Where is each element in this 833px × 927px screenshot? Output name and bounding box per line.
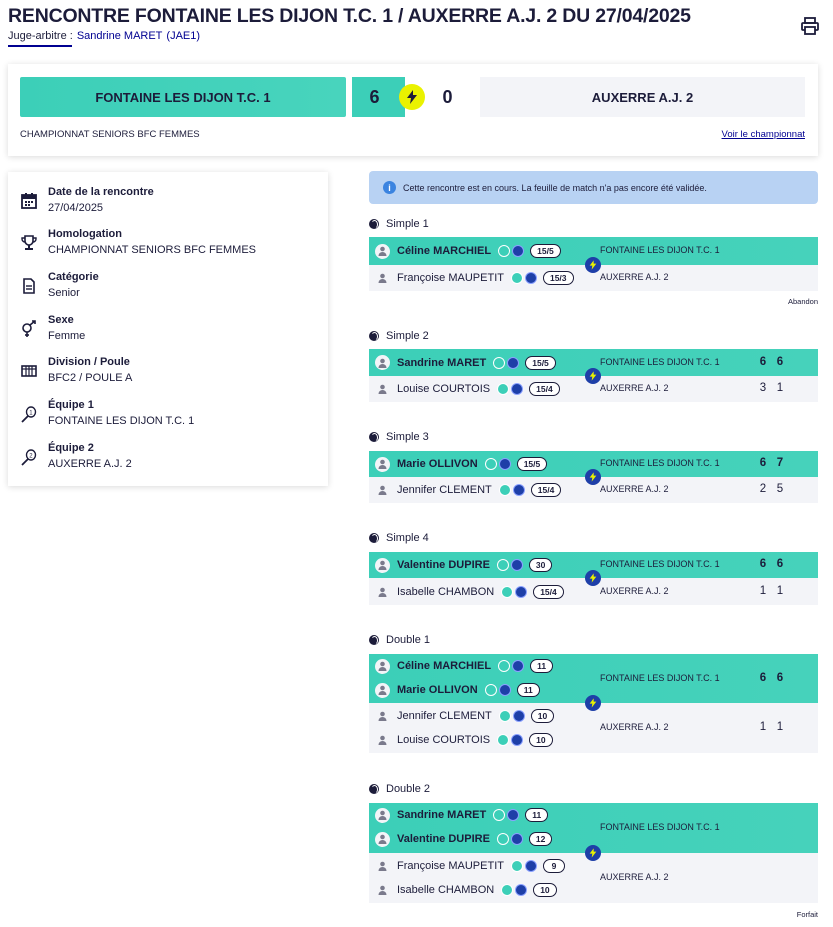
license-green-icon	[497, 559, 509, 571]
avatar-icon	[375, 382, 390, 397]
match-title	[369, 431, 429, 443]
lightning-icon	[585, 695, 601, 711]
judge-name-link[interactable]: Sandrine MARET	[76, 30, 163, 42]
match-card[interactable]	[369, 349, 818, 402]
avatar-icon	[375, 659, 390, 674]
set-score-away: 1	[776, 721, 784, 733]
ranking-badge: 9	[543, 859, 565, 873]
home-team-label: FONTAINE LES DIJON T.C. 1	[600, 822, 720, 832]
avatar-icon	[375, 883, 390, 898]
player-winner[interactable]	[375, 353, 556, 373]
lightning-icon	[585, 845, 601, 861]
ranking-badge: 10	[533, 883, 556, 897]
player-name[interactable]: Louise COURTOIS	[397, 383, 491, 395]
player-loser[interactable]	[375, 706, 554, 726]
info-label: Équipe 1	[48, 399, 94, 411]
match-title-text: Simple 3	[386, 431, 429, 443]
away-team-label: AUXERRE A.J. 2	[600, 484, 669, 494]
ranking-badge: 15/5	[517, 457, 548, 471]
trophy-icon	[20, 234, 38, 252]
license-blue-icon	[499, 684, 511, 696]
set-score-away: 3	[759, 382, 767, 394]
info-value: 27/04/2025	[48, 202, 104, 214]
home-team-label: FONTAINE LES DIJON T.C. 1	[600, 245, 720, 255]
tennis-ball-icon	[369, 331, 379, 341]
tennis-ball-icon	[369, 533, 379, 543]
match-title-text: Simple 1	[386, 218, 429, 230]
license-blue-icon	[513, 484, 525, 496]
avatar-icon	[375, 709, 390, 724]
player-name[interactable]: Françoise MAUPETIT	[397, 860, 504, 872]
match-title-text: Simple 4	[386, 532, 429, 544]
info-label: Sexe	[48, 314, 74, 326]
match-card[interactable]	[369, 803, 818, 903]
info-team-1	[8, 399, 328, 439]
info-value: Senior	[48, 287, 80, 299]
info-team-2	[8, 442, 328, 482]
player-winner[interactable]	[375, 555, 552, 575]
avatar-icon	[375, 271, 390, 286]
racket-2-icon	[20, 448, 38, 466]
tennis-ball-icon	[369, 219, 379, 229]
set-score-away: 1	[776, 584, 784, 597]
away-team-label: AUXERRE A.J. 2	[600, 872, 669, 882]
license-blue-icon	[515, 884, 527, 896]
info-value: CHAMPIONNAT SENIORS BFC FEMMES	[48, 244, 257, 256]
license-blue-icon	[511, 559, 523, 571]
player-name[interactable]: Isabelle CHAMBON	[397, 884, 495, 896]
player-name[interactable]: Isabelle CHAMBON	[397, 585, 495, 598]
avatar-icon	[375, 584, 390, 599]
player-winner[interactable]	[375, 829, 552, 849]
player-name[interactable]: Françoise MAUPETIT	[397, 272, 504, 284]
home-team-label: FONTAINE LES DIJON T.C. 1	[600, 559, 720, 569]
match-title-text: Double 1	[386, 634, 431, 646]
calendar-icon	[20, 192, 38, 210]
player-loser[interactable]	[375, 730, 553, 750]
match-card[interactable]	[369, 237, 818, 291]
set-score-away: 1	[776, 382, 784, 394]
license-blue-icon	[507, 357, 519, 369]
away-team-score: 0	[421, 77, 474, 117]
license-green-icon	[498, 245, 510, 257]
match-card[interactable]	[369, 552, 818, 605]
license-blue-icon	[512, 660, 524, 672]
license-blue-icon	[525, 272, 537, 284]
lightning-icon	[585, 570, 601, 586]
license-green-icon	[497, 833, 509, 845]
match-outcome-note: Forfait	[796, 910, 818, 919]
page-title: RENCONTRE FONTAINE LES DIJON T.C. 1 / AUXERRE A.J. 2 DU 27/04/2025	[8, 5, 691, 27]
info-category	[8, 271, 328, 311]
info-value: FONTAINE LES DIJON T.C. 1	[48, 415, 195, 427]
judge-line	[8, 30, 200, 42]
info-division	[8, 356, 328, 396]
avatar-icon	[375, 859, 390, 874]
svg-text:2: 2	[29, 453, 33, 460]
set-score-home: 7	[776, 457, 784, 469]
ranking-badge: 15/5	[525, 356, 556, 370]
match-title-text: Double 2	[386, 783, 431, 795]
license-blue-icon	[507, 809, 519, 821]
lightning-icon	[585, 257, 601, 273]
match-title-text: Simple 2	[386, 330, 429, 342]
info-date	[8, 186, 328, 226]
home-team-label: FONTAINE LES DIJON T.C. 1	[600, 356, 720, 367]
player-name[interactable]: Marie OLLIVON	[397, 458, 478, 470]
player-loser[interactable]	[375, 582, 564, 602]
gender-icon	[20, 320, 38, 338]
player-winner[interactable]	[375, 680, 540, 700]
scoreboard-card	[8, 64, 818, 156]
see-championship-link[interactable]: Voir le championnat	[721, 129, 805, 140]
player-name[interactable]: Louise COURTOIS	[397, 734, 491, 746]
license-green-icon	[498, 660, 510, 672]
player-name[interactable]: Valentine DUPIRE	[397, 559, 490, 571]
printer-icon[interactable]	[800, 16, 820, 36]
avatar-icon	[375, 683, 390, 698]
home-team-label: FONTAINE LES DIJON T.C. 1	[600, 458, 720, 468]
ranking-badge: 11	[525, 808, 548, 822]
set-score-home: 6	[759, 671, 767, 684]
license-blue-icon	[515, 586, 527, 598]
ranking-badge: 10	[529, 733, 552, 747]
alert-text: Cette rencontre est en cours. La feuille de match n'a pas encore été validée.	[403, 182, 707, 193]
set-score-home: 6	[776, 671, 784, 684]
ranking-badge: 15/3	[543, 271, 574, 285]
match-title	[369, 330, 429, 342]
license-blue-icon	[512, 245, 524, 257]
license-green-icon	[511, 860, 523, 872]
info-sex	[8, 314, 328, 354]
away-team-label: AUXERRE A.J. 2	[600, 585, 669, 596]
license-green-icon	[493, 809, 505, 821]
away-team-label: AUXERRE A.J. 2	[600, 272, 669, 282]
player-loser[interactable]	[375, 379, 560, 399]
info-value: AUXERRE A.J. 2	[48, 458, 132, 470]
license-blue-icon	[511, 833, 523, 845]
player-loser[interactable]	[375, 856, 565, 876]
judge-tab-underline	[8, 45, 72, 47]
license-green-icon	[497, 734, 509, 746]
ranking-badge: 15/5	[530, 244, 561, 258]
ranking-badge: 30	[529, 558, 552, 572]
player-name[interactable]: Jennifer CLEMENT	[397, 484, 492, 496]
ranking-badge: 10	[531, 709, 554, 723]
license-green-icon	[493, 357, 505, 369]
player-name[interactable]: Céline MARCHIEL	[397, 660, 492, 672]
avatar-icon	[375, 733, 390, 748]
ranking-badge: 12	[529, 832, 552, 846]
home-team-label: FONTAINE LES DIJON T.C. 1	[600, 672, 720, 683]
player-name[interactable]: Marie OLLIVON	[397, 684, 478, 696]
set-score-home: 6	[776, 558, 784, 570]
match-title	[369, 532, 429, 544]
info-label: Catégorie	[48, 271, 99, 283]
lightning-icon	[585, 368, 601, 384]
avatar-icon	[375, 808, 390, 823]
set-score-away: 2	[759, 483, 767, 495]
avatar-icon	[375, 457, 390, 472]
player-name[interactable]: Sandrine MARET	[397, 356, 487, 369]
home-team-score: 6	[352, 77, 405, 117]
license-green-icon	[511, 272, 523, 284]
tennis-ball-icon	[369, 784, 379, 794]
avatar-icon	[375, 355, 390, 370]
match-card[interactable]	[369, 451, 818, 503]
ranking-badge: 11	[517, 683, 540, 697]
avatar-icon	[375, 832, 390, 847]
license-green-icon	[485, 684, 497, 696]
avatar-icon	[375, 244, 390, 259]
player-loser[interactable]	[375, 268, 574, 288]
away-team-name: AUXERRE A.J. 2	[480, 77, 805, 117]
judge-label: Juge-arbitre :	[8, 30, 73, 42]
match-title	[369, 218, 429, 230]
license-green-icon	[485, 458, 497, 470]
license-blue-icon	[511, 383, 523, 395]
info-label: Date de la rencontre	[48, 186, 154, 198]
player-name[interactable]: Céline MARCHIEL	[397, 245, 492, 257]
player-name[interactable]: Jennifer CLEMENT	[397, 710, 492, 722]
lightning-icon	[585, 469, 601, 485]
info-value: BFC2 / POULE A	[48, 372, 133, 384]
license-green-icon	[501, 884, 513, 896]
match-info-card	[8, 172, 328, 486]
set-score-home: 6	[759, 355, 767, 368]
match-outcome-note: Abandon	[787, 297, 818, 306]
grid-icon	[20, 362, 38, 380]
player-name[interactable]: Valentine DUPIRE	[397, 833, 490, 845]
match-title	[369, 634, 430, 646]
document-icon	[20, 277, 38, 295]
license-blue-icon	[525, 860, 537, 872]
avatar-icon	[375, 483, 390, 498]
tennis-ball-icon	[369, 432, 379, 442]
judge-code: (JAE1)	[166, 30, 201, 42]
avatar-icon	[375, 558, 390, 573]
license-green-icon	[497, 383, 509, 395]
racket-1-icon	[20, 405, 38, 423]
set-score-home: 6	[776, 355, 784, 368]
info-value: Femme	[48, 330, 86, 342]
player-winner[interactable]	[375, 656, 553, 676]
svg-text:1: 1	[29, 410, 33, 417]
lightning-icon	[399, 84, 425, 110]
info-icon: i	[383, 181, 396, 194]
info-label: Équipe 2	[48, 442, 94, 454]
match-in-progress-alert	[369, 171, 818, 204]
away-team-label: AUXERRE A.J. 2	[600, 722, 669, 732]
ranking-badge: 15/4	[529, 382, 560, 396]
player-winner[interactable]	[375, 454, 547, 474]
license-blue-icon	[511, 734, 523, 746]
license-green-icon	[501, 586, 513, 598]
match-card[interactable]	[369, 654, 818, 753]
set-score-away: 1	[759, 584, 767, 597]
tennis-ball-icon	[369, 635, 379, 645]
set-score-home: 6	[759, 457, 767, 469]
set-score-away: 5	[776, 483, 784, 495]
ranking-badge: 15/4	[533, 585, 564, 599]
player-winner[interactable]	[375, 241, 561, 261]
license-green-icon	[499, 710, 511, 722]
license-blue-icon	[513, 710, 525, 722]
match-title	[369, 783, 430, 795]
license-green-icon	[499, 484, 511, 496]
player-winner[interactable]	[375, 805, 548, 825]
set-score-away: 1	[759, 721, 767, 733]
away-team-label: AUXERRE A.J. 2	[600, 383, 669, 393]
info-label: Division / Poule	[48, 356, 130, 368]
player-loser[interactable]	[375, 880, 557, 900]
set-score-home: 6	[759, 558, 767, 570]
player-loser[interactable]	[375, 480, 561, 500]
info-homologation	[8, 228, 328, 268]
ranking-badge: 15/4	[531, 483, 562, 497]
ranking-badge: 11	[530, 659, 553, 673]
player-name[interactable]: Sandrine MARET	[397, 809, 487, 821]
championship-label: CHAMPIONNAT SENIORS BFC FEMMES	[20, 129, 200, 140]
info-label: Homologation	[48, 228, 122, 240]
home-team-name: FONTAINE LES DIJON T.C. 1	[20, 77, 346, 117]
license-blue-icon	[499, 458, 511, 470]
